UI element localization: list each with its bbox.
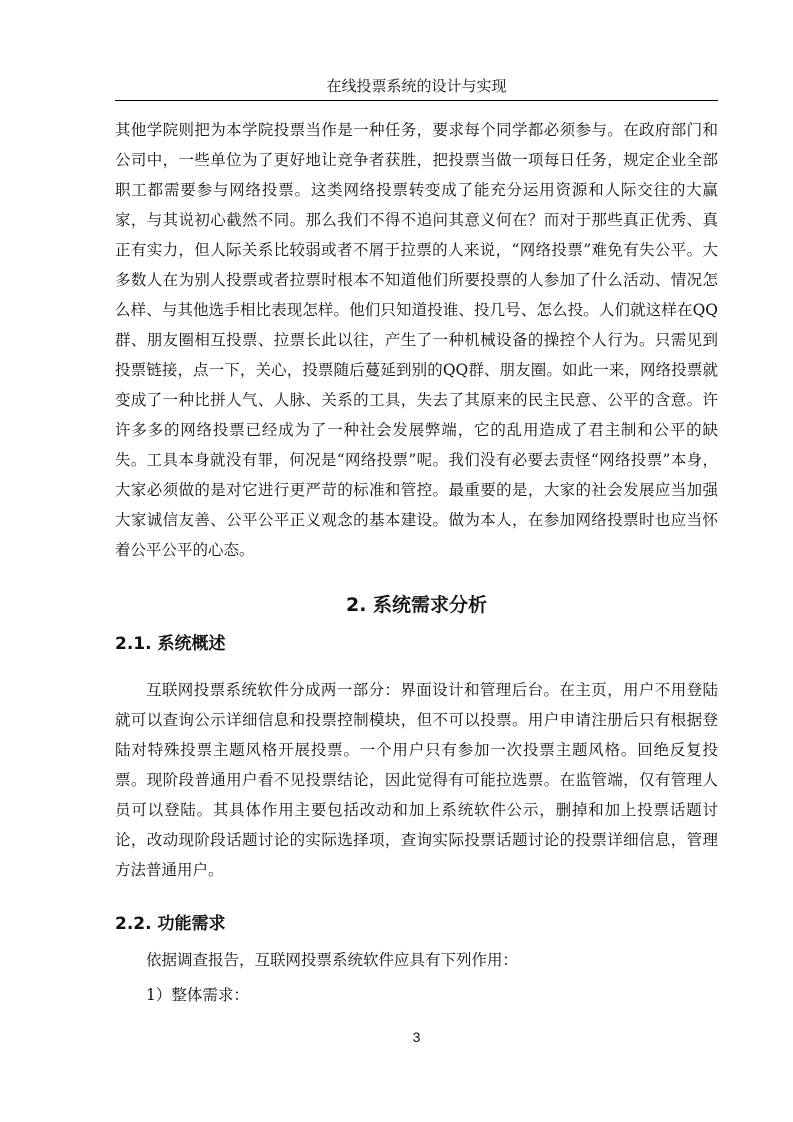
- subsection-heading-overview: 2.1. 系统概述: [115, 634, 226, 654]
- body-paragraph: 其他学院则把为本学院投票当作是一种任务，要求每个同学都必须参与。在政府部门和公司中，一些单位为了更好地让竞争者获胜，把投票当做一项每日任务，规定企业全部职工都需要参与网络投票。这类网络投票转变成了能充分运用资源和人际交往的大赢家，与其说初心截然不同。那么我们不得不追问其意义何在？而对于那些真正优秀、真正有实力，但人际关系比较弱或者不屑于拉票的人来说，“网络投票”难免有失公平。大多数人在为别人投票或者拉票时根本不知道他们所要投票的人参加了什么活动、情况怎么样、与其他选手相比表现怎样。他们只知道投谁、投几号、怎么投。人们就这样在QQ群、朋友圈相互投票、拉票长此以往，产生了一种机械设备的操控个人行为。只需见到投票链接，点一下，关心，投票随后蔓延到别的QQ群、朋友圈。如此一来，网络投票就变成了一种比拼人气、人脉、关系的工具，失去了其原来的民主民意、公平的含意。许许多多的网络投票已经成为了一种社会发展弊端，它的乱用造成了君主制和公平的缺失。工具本身就没有罪，何况是“网络投票”呢。我们没有必要去责怪“网络投票”本身，大家必须做的是对它进行更严苛的标准和管控。最重要的是，大家的社会发展应当加强大家诚信友善、公平公平正义观念的基本建设。做为本人，在参加网络投票时也应当怀着公平公平的心态。: [115, 121, 718, 559]
- subsection-heading-requirements: 2.2. 功能需求: [115, 914, 226, 934]
- header-divider: [115, 100, 718, 101]
- body-paragraph-requirements-intro: 依据调查报告，互联网投票系统软件应具有下列作用：: [146, 951, 519, 969]
- page-header: 在线投票系统的设计与实现: [326, 77, 507, 95]
- list-item-overall-requirements: 1）整体需求：: [146, 986, 249, 1004]
- section-heading: 2. 系统需求分析: [345, 594, 488, 616]
- body-paragraph-overview: 互联网投票系统软件分成两一部分：界面设计和管理后台。在主页，用户不用登陆就可以查询公示详细信息和投票控制模块，但不可以投票。用户申请注册后只有根据登陆对特殊投票主题风格开展投票。一个用户只有参加一次投票主题风格。回绝反复投票。现阶段普通用户看不见投票结论，因此觉得有可能拉选票。在监管端，仅有管理人员可以登陆。其具体作用主要包括改动和加上系统软件公示，删掉和加上投票话题讨论，改动现阶段话题讨论的实际选择项，查询实际投票话题讨论的投票详细信息，管理方法普通用户。: [115, 681, 718, 879]
- page-number: 3: [412, 1029, 421, 1045]
